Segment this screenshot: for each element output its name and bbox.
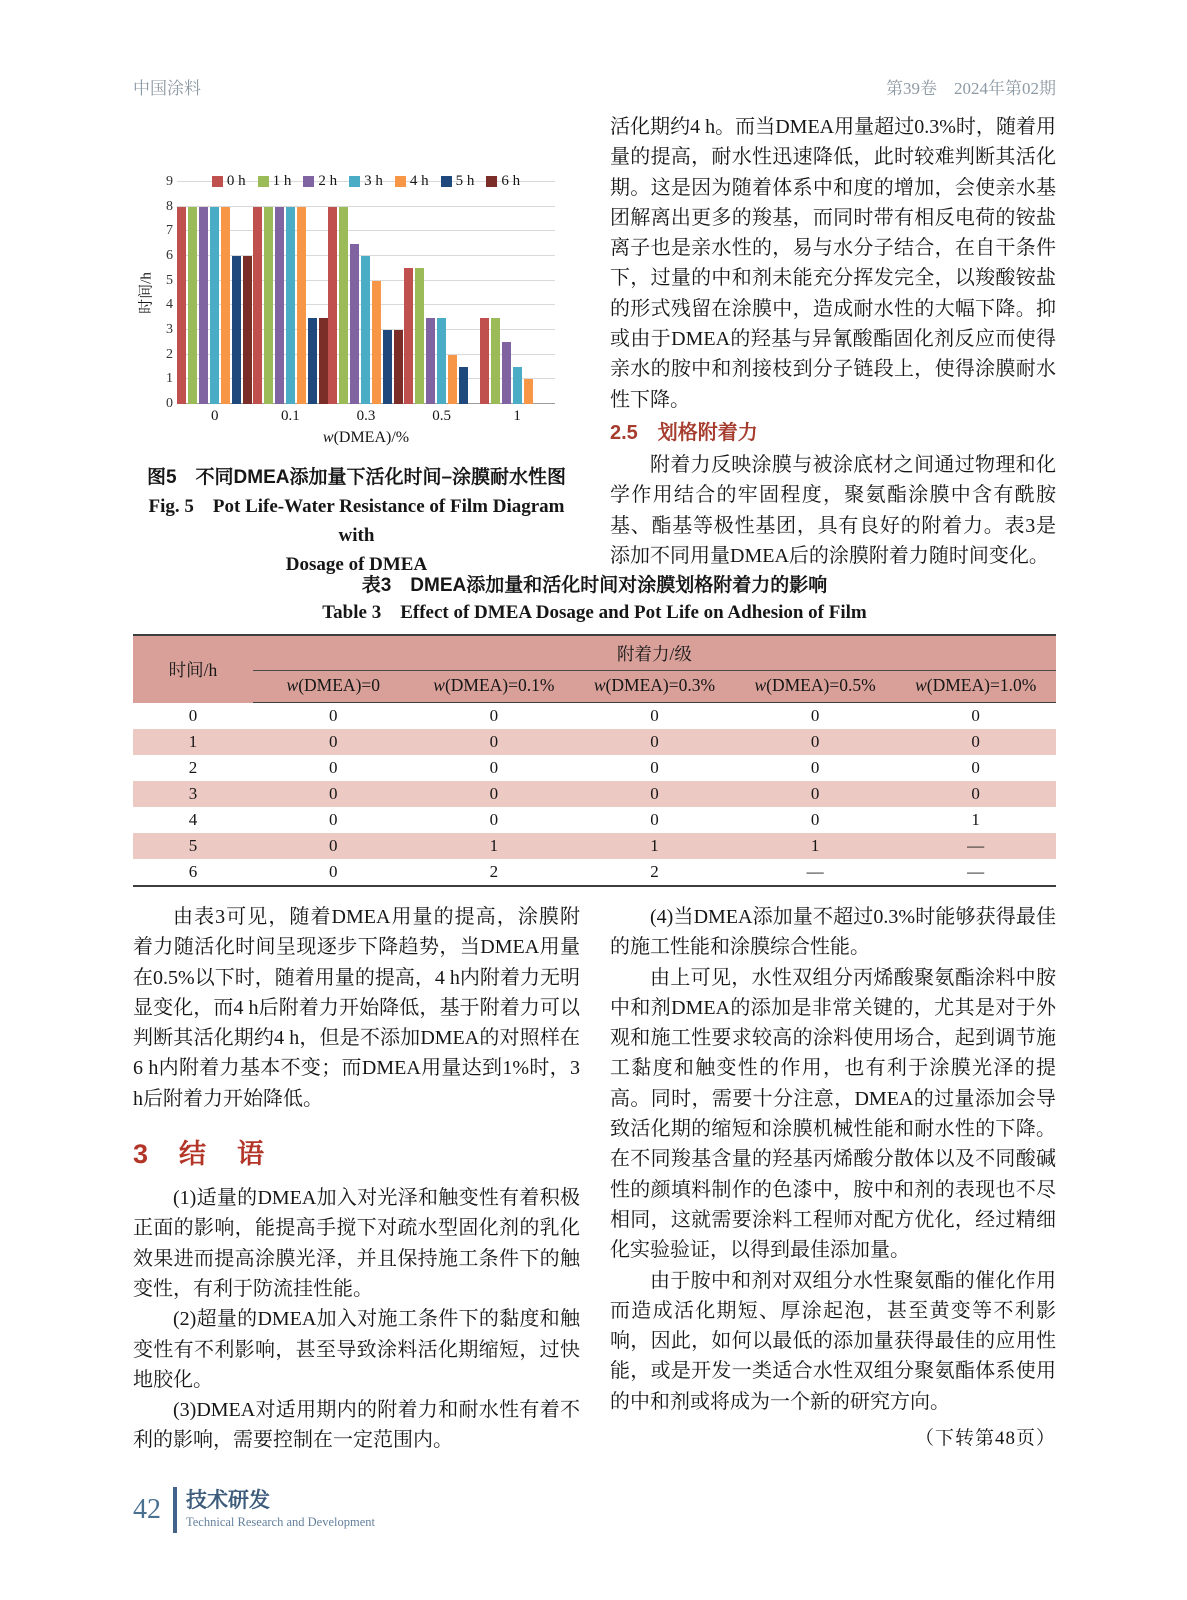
- bar-group: [177, 182, 253, 404]
- table-row: [133, 703, 1056, 730]
- table3-column-header: w(DMEA)=0.3%: [574, 671, 735, 703]
- bar: [319, 318, 328, 404]
- table3-column-header: w(DMEA)=0: [253, 671, 414, 703]
- table-cell-time: 1: [188, 732, 198, 751]
- bar: [328, 207, 337, 404]
- chart-plot-area: [177, 173, 555, 404]
- table3-span-header: 附着力/级: [253, 635, 1056, 671]
- bar: [177, 207, 186, 404]
- chart-yticks: 0 1 2 3 4 5 6 7 8 9: [166, 174, 173, 411]
- conclusion-item-3: (3)DMEA对适用期内的附着力和耐水性有着不利的影响，需要控制在一定范围内。: [133, 1399, 580, 1452]
- bar-group: [479, 182, 555, 404]
- bar: [404, 268, 413, 404]
- table-cell: —: [967, 862, 985, 881]
- table3: [133, 634, 1056, 887]
- bar: [491, 318, 500, 404]
- table-cell: 2: [650, 862, 659, 881]
- table-cell: 0: [971, 784, 980, 803]
- chart-legend: [177, 173, 555, 190]
- table-cell: 0: [810, 732, 820, 751]
- section-heading-2-5: 2.5 划格附着力: [610, 421, 758, 444]
- chart-bars: [177, 182, 555, 404]
- issue-info: 第39卷 2024年第02期: [886, 79, 1056, 98]
- table-cell: 0: [650, 732, 659, 751]
- paragraph: 由表3可见，随着DMEA用量的提高，涂膜附着力随活化时间呈现逐步下降趋势，当DMEA用量在0.5%以下时，随着用量的提高，4 h内附着力无明显变化，而4 h后附着力开始降低，基于附着力可以判断其活化期约4 h，但是不添加DMEA的对照样在6 h内附着力基本不变；而DMEA用量达到1%时，3 h后附着力开始降低。: [133, 906, 580, 1110]
- bar: [210, 207, 219, 404]
- bar: [199, 207, 208, 404]
- footer-section-zh: 技术研发: [186, 1489, 270, 1512]
- table3-column-header: w(DMEA)=0.5%: [735, 671, 896, 703]
- table-cell: 0: [329, 758, 338, 777]
- table-cell: 0: [489, 732, 499, 751]
- continued-note: （下转第48页）: [914, 1428, 1056, 1450]
- table-cell: 0: [650, 810, 659, 829]
- bar: [297, 207, 306, 404]
- table3-block: [133, 572, 1056, 887]
- legend-swatch: [395, 176, 406, 187]
- bar: [221, 207, 230, 404]
- page-footer: [133, 1487, 375, 1533]
- figure5-caption-zh: 图5 不同DMEA添加量下活化时间–涂膜耐水性图: [146, 467, 567, 488]
- table3-header: [133, 635, 1056, 703]
- table3-title-en: Table 3 Effect of DMEA Dosage and Pot Life on Adhesion of Film: [322, 602, 867, 623]
- bar: [437, 318, 446, 404]
- table-cell: 0: [489, 810, 499, 829]
- table-cell: 0: [810, 810, 820, 829]
- bar: [264, 207, 273, 404]
- table-cell: 1: [810, 836, 820, 855]
- legend-swatch: [303, 176, 314, 187]
- table-cell: 0: [971, 706, 980, 725]
- legend-swatch: [486, 176, 497, 187]
- figure5-caption: [133, 463, 580, 579]
- bar: [524, 379, 533, 404]
- table-cell: 0: [650, 758, 659, 777]
- bar: [286, 207, 295, 404]
- table-cell: 0: [971, 758, 980, 777]
- table-cell: 0: [971, 732, 980, 751]
- bar: [394, 330, 403, 404]
- table-cell-time: 3: [188, 784, 198, 803]
- table-cell: 2: [489, 862, 499, 881]
- table-cell: 0: [329, 862, 338, 881]
- legend-swatch: [441, 176, 452, 187]
- table-row: [133, 729, 1056, 755]
- bar: [480, 318, 489, 404]
- table-cell: 0: [329, 732, 338, 751]
- left-bottom-column: [133, 902, 580, 1456]
- bar: [339, 207, 348, 404]
- journal-title: 中国涂料: [133, 79, 201, 98]
- table-cell: 0: [810, 758, 820, 777]
- table-cell: 1: [650, 836, 659, 855]
- right-top-column: [610, 112, 1056, 579]
- chart-xticks: 0 0.1 0.3 0.5 1: [211, 408, 521, 424]
- table3-column-header: w(DMEA)=0.1%: [414, 671, 575, 703]
- legend-swatch: [258, 176, 269, 187]
- table-cell: 0: [810, 706, 820, 725]
- section-heading-3: 3 结 语: [133, 1139, 267, 1170]
- bar: [448, 355, 457, 404]
- table-cell: 0: [650, 706, 659, 725]
- table-cell: 0: [329, 810, 338, 829]
- conclusion-item-1: (1)适量的DMEA加入对光泽和触变性有着积极正面的影响，能提高手搅下对疏水型固化剂的乳化效果进而提高涂膜光泽，并且保持施工条件下的触变性，有利于防流挂性能。: [133, 1187, 580, 1300]
- table3-title-zh: 表3 DMEA添加量和活化时间对涂膜划格附着力的影响: [361, 575, 828, 596]
- footer-section: [186, 1489, 375, 1531]
- table-cell: 0: [489, 758, 499, 777]
- page-number: 42: [133, 1494, 161, 1525]
- bar: [350, 244, 359, 404]
- bar: [253, 207, 262, 404]
- paragraph: 由上可见，水性双组分丙烯酸聚氨酯涂料中胺中和剂DMEA的添加是非常关键的，尤其是对于外观和施工性要求较高的涂料使用场合，起到调节施工黏度和触变性的作用，也有利于涂膜光泽的提高。同时，需要十分注意，DMEA的过量添加会导致活化期的缩短和涂膜机械性能和耐水性的下降。在不同羧基含量的羟基丙烯酸分散体以及不同酸碱性的颜填料制作的色漆中，胺中和剂的表现也不尽相同，这就需要涂料工程师对配方优化，经过精细化实验验证，以得到最佳添加量。: [610, 966, 1056, 1262]
- paragraph: 附着力反映涂膜与被涂底材之间通过物理和化学作用结合的牢固程度，聚氨酯涂膜中含有酰胺基、酯基等极性基团，具有良好的附着力。表3是添加不同用量DMEA后的涂膜附着力随时间变化。: [610, 453, 1056, 567]
- table-row: [133, 755, 1056, 781]
- legend-item: 6 h: [486, 173, 520, 190]
- legend-item: 4 h: [395, 173, 429, 190]
- legend-item: 5 h: [441, 173, 475, 190]
- table-cell: 0: [329, 836, 338, 855]
- table-cell: 0: [329, 706, 338, 725]
- legend-item: 0 h: [212, 173, 246, 190]
- table-cell: 0: [650, 784, 659, 803]
- table-cell: 0: [489, 706, 499, 725]
- bar: [308, 318, 317, 404]
- chart-y-axis-label: 时间/h: [138, 272, 155, 314]
- conclusion-item-2: (2)超量的DMEA加入对施工条件下的黏度和触变性有不利影响，甚至导致涂料活化期缩短，过快地胶化。: [133, 1308, 580, 1391]
- figure5-caption-en2: Dosage of DMEA: [285, 554, 428, 575]
- bar-group: [404, 182, 480, 404]
- table-cell: 1: [489, 836, 499, 855]
- table-row: [133, 859, 1056, 886]
- legend-swatch: [349, 176, 360, 187]
- table-cell: 0: [329, 784, 338, 803]
- bar: [188, 207, 197, 404]
- bottom-section: [133, 902, 1056, 1456]
- table-cell: 0: [489, 784, 499, 803]
- bar: [383, 330, 392, 404]
- table-cell-time: 5: [188, 836, 198, 855]
- table-cell-time: 4: [188, 810, 198, 829]
- chart-x-axis-label: w(DMEA)/%: [322, 429, 410, 446]
- legend-item: 3 h: [349, 173, 383, 190]
- bar: [415, 268, 424, 404]
- bar: [502, 342, 511, 404]
- bar: [513, 367, 522, 404]
- table-cell-time: 2: [188, 758, 198, 777]
- bar: [361, 256, 370, 404]
- footer-divider-bar: [173, 1487, 177, 1533]
- bar: [372, 281, 381, 404]
- table-cell: 1: [971, 810, 980, 829]
- paragraph: 由于胺中和剂对双组分水性聚氨酯的催化作用而造成活化期短、厚涂起泡，甚至黄变等不利影响，因此，如何以最低的添加量获得最佳的应用性能，或是开发一类适合水性双组分聚氨酯体系使用的中和剂或将成为一个新的研究方向。: [610, 1269, 1056, 1413]
- figure5-caption-en1: Fig. 5 Pot Life-Water Resistance of Film Diagram with: [148, 496, 565, 546]
- table3-body: [133, 703, 1056, 887]
- table3-time-header: 时间/h: [133, 635, 253, 703]
- legend-item: 1 h: [258, 173, 292, 190]
- table3-column-header: w(DMEA)=1.0%: [895, 671, 1056, 703]
- conclusion-item-4: (4)当DMEA添加量不超过0.3%时能够获得最佳的施工性能和涂膜综合性能。: [610, 906, 1056, 959]
- paragraph: 活化期约4 h。而当DMEA用量超过0.3%时，随着用量的提高，耐水性迅速降低，此时较难判断其活化期。这是因为随着体系中和度的增加，会使亲水基团解离出更多的羧基，而同时带有相反电荷的铵盐离子也是亲水性的，易与水分子结合，在自干条件下，过量的中和剂未能充分挥发完全，以羧酸铵盐的形式残留在涂膜中，造成耐水性的大幅下降。抑或由于DMEA的羟基与异氰酸酯固化剂反应而使得亲水的胺中和剂接枝到分子链段上，使得涂膜耐水性下降。: [610, 116, 1056, 411]
- figure5-block: [133, 112, 580, 579]
- legend-item: 2 h: [303, 173, 337, 190]
- table-row: [133, 781, 1056, 807]
- table-row: [133, 833, 1056, 859]
- table-cell-time: 6: [188, 862, 198, 881]
- right-bottom-column: [610, 902, 1056, 1456]
- table-cell: 0: [810, 784, 820, 803]
- bar-group: [253, 182, 329, 404]
- bar: [459, 367, 468, 404]
- bar-group: [328, 182, 404, 404]
- bar: [426, 318, 435, 404]
- table-row: [133, 807, 1056, 833]
- bar: [275, 207, 284, 404]
- table-cell: —: [967, 836, 985, 855]
- bar: [232, 256, 241, 404]
- figure5-chart: [133, 173, 580, 447]
- top-section: [133, 112, 1056, 579]
- bar: [243, 256, 252, 404]
- footer-section-en: Technical Research and Development: [186, 1515, 375, 1529]
- legend-swatch: [212, 176, 223, 187]
- table-cell-time: 0: [188, 705, 198, 725]
- page-header: [133, 72, 1056, 104]
- table-cell: —: [806, 862, 824, 881]
